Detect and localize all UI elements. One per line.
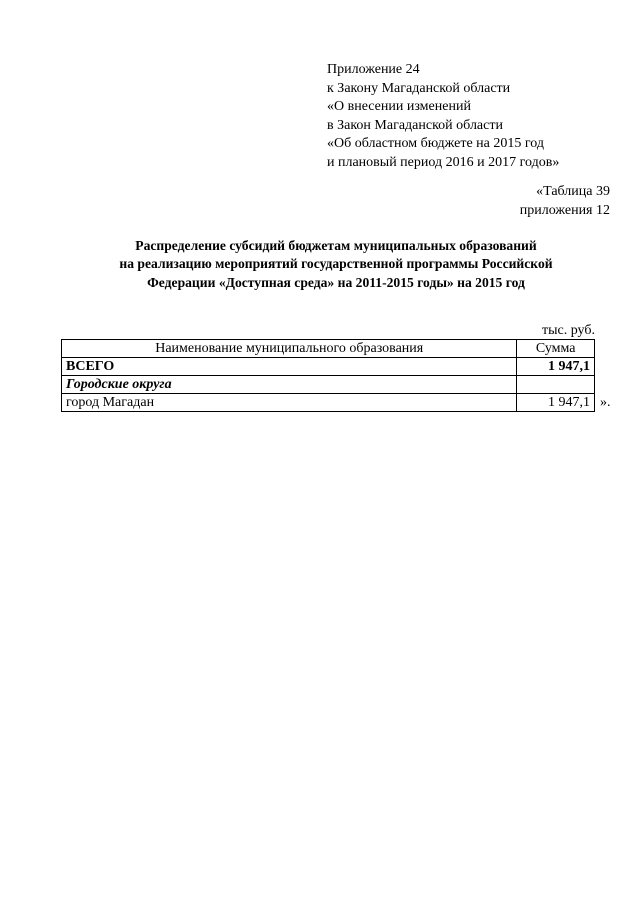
table-reference-line: приложения 12 <box>519 202 610 218</box>
subsidy-table <box>61 339 595 412</box>
table-row <box>62 376 595 394</box>
row-name: город Магадан <box>62 394 517 412</box>
appendix-line: Приложение 24 <box>327 62 420 77</box>
table-row <box>62 358 595 376</box>
title-line: на реализацию мероприятий государственной программы Российской <box>119 256 553 272</box>
appendix-line: «О внесении изменений <box>327 99 471 115</box>
appendix-line: к Закону Магаданской области <box>327 80 511 96</box>
units-label: тыс. руб. <box>542 323 595 338</box>
title-line: Распределение субсидий бюджетам муниципальных образований <box>135 238 537 253</box>
document-title <box>62 237 610 292</box>
row-name: Городские округа <box>62 376 517 394</box>
header-name: Наименование муниципального образования <box>62 340 517 358</box>
table-reference <box>520 183 610 220</box>
row-sum: 1 947,1 <box>517 358 595 376</box>
appendix-line: в Закон Магаданской области <box>327 117 503 133</box>
table-header-row <box>62 340 595 358</box>
row-name: ВСЕГО <box>62 358 517 376</box>
table-row <box>62 394 595 412</box>
table-reference-line: «Таблица 39 <box>536 184 610 199</box>
appendix-line: и плановый период 2016 и 2017 годов» <box>327 154 560 170</box>
row-sum: 1 947,1 <box>517 394 595 412</box>
appendix-header <box>327 61 559 173</box>
title-line: Федерации «Доступная среда» на 2011-2015 годы» на 2015 год <box>147 274 525 290</box>
closing-quote: ». <box>600 395 611 410</box>
header-sum: Сумма <box>517 340 595 358</box>
appendix-line: «Об областном бюджете на 2015 год <box>327 136 544 152</box>
row-sum <box>517 376 595 394</box>
